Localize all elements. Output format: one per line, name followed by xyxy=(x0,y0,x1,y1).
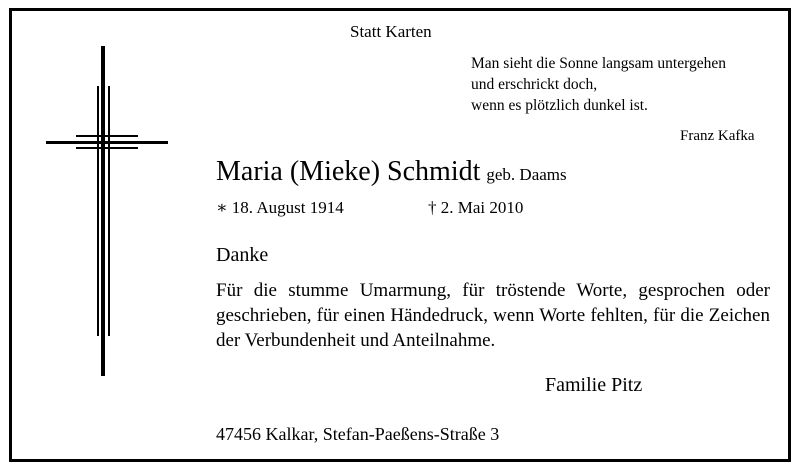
quote xyxy=(471,53,781,116)
thanks-title: Danke xyxy=(216,244,269,266)
dates xyxy=(216,198,524,218)
quote-line: wenn es plötzlich dunkel ist. xyxy=(471,97,648,114)
maiden-name: geb. Daams xyxy=(486,165,567,184)
quote-author: Franz Kafka xyxy=(680,128,755,144)
death-date: † 2. Mai 2010 xyxy=(428,198,524,217)
quote-line: Man sieht die Sonne langsam untergehen xyxy=(471,55,726,72)
notice-header: Statt Karten xyxy=(350,22,432,41)
address: 47456 Kalkar, Stefan-Paeßens-Straße 3 xyxy=(216,424,500,444)
birth-date: ∗ 18. August 1914 xyxy=(216,198,344,217)
deceased-name-block xyxy=(216,156,567,188)
thanks-text: Für die stumme Umarmung, für tröstende Worte, gesprochen oder geschrieben, für einen Händedruck, wenn Worte fehlten, für die Zeichen der Verbundenheit und Anteilnahme. xyxy=(216,280,770,351)
deceased-name: Maria (Mieke) Schmidt xyxy=(216,156,481,187)
signature: Familie Pitz xyxy=(545,374,643,396)
cross-icon xyxy=(46,46,168,376)
quote-line: und erschrickt doch, xyxy=(471,76,598,93)
